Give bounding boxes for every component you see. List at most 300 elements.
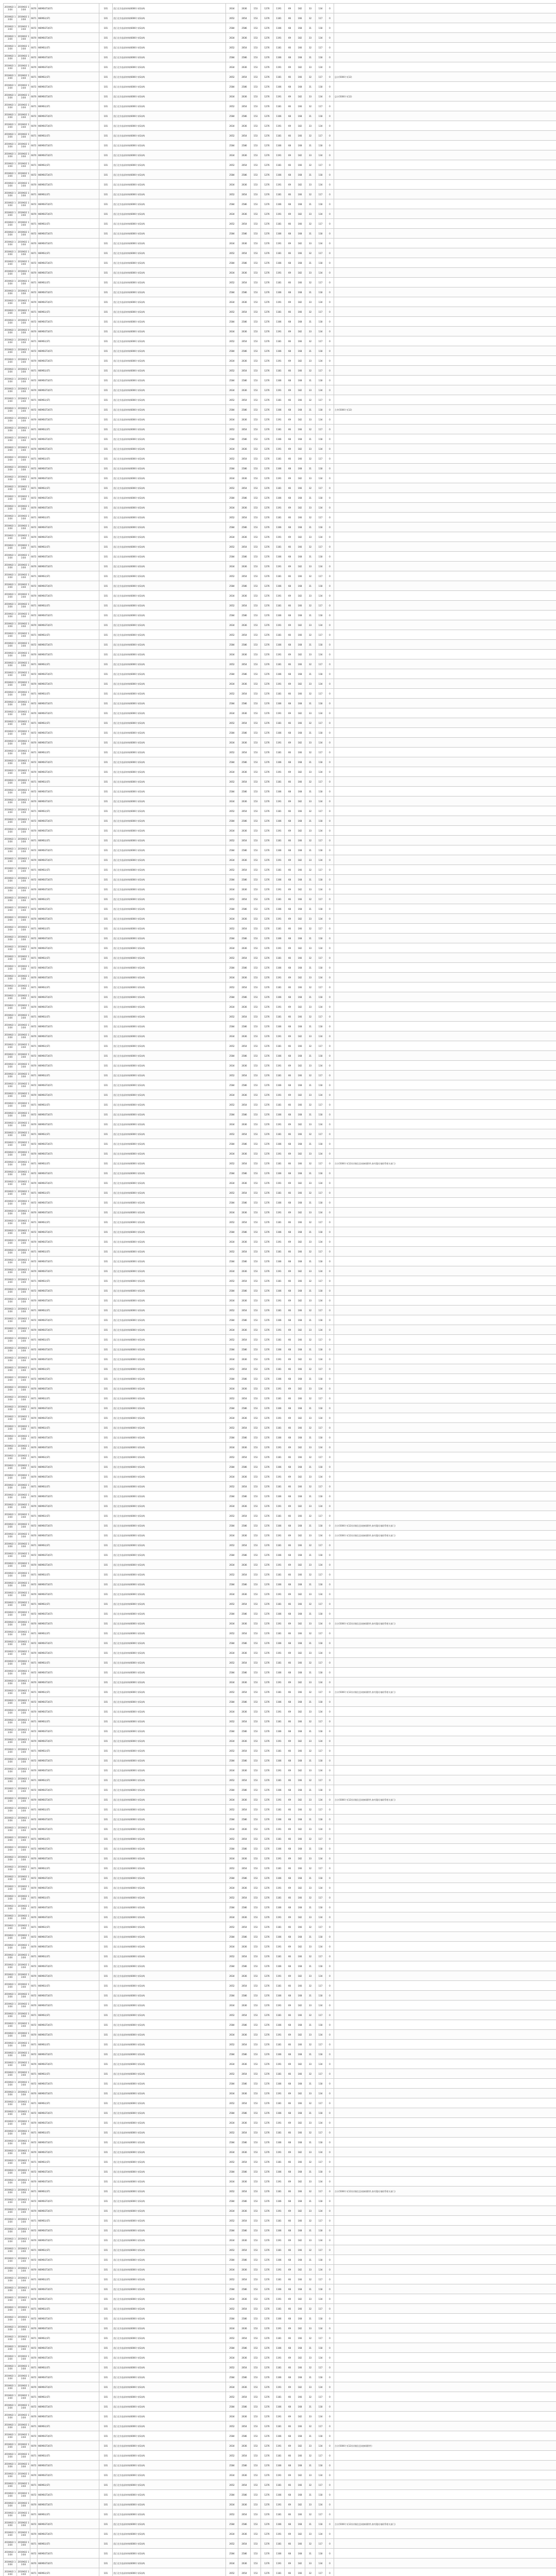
table-cell: 0	[326, 630, 334, 640]
table-cell: 166	[295, 1482, 305, 1492]
table-cell: 168	[295, 2167, 305, 2177]
table-cell: 101	[99, 1443, 113, 1452]
table-cell: 0	[326, 454, 334, 464]
table-cell: 153	[251, 2010, 261, 2020]
table-cell: 1276	[261, 1785, 273, 1795]
table-cell: 2019/6/2 13:04	[17, 1247, 30, 1257]
table-cell: 2019/6/2 13:04	[4, 2382, 17, 2392]
table-cell	[334, 2539, 556, 2549]
table-cell: 153	[251, 1482, 261, 1492]
table-cell: 2636	[238, 796, 251, 806]
table-cell: 32	[305, 483, 316, 493]
table-cell: WEMSST3(ST)	[38, 268, 99, 278]
table-cell: 1276	[261, 1257, 273, 1266]
table-cell: 101	[99, 2069, 113, 2079]
table-cell: 101	[99, 444, 113, 454]
table-cell: 1276	[261, 2255, 273, 2265]
table-cell: 153	[251, 1932, 261, 1942]
table-cell: 68	[285, 934, 295, 943]
table-cell: 118	[316, 376, 326, 385]
table-cell: 66	[285, 1717, 295, 1726]
table-cell: 166	[295, 1071, 305, 1080]
table-cell: 美汇化学品原材料(6000个)(G)(A)	[113, 1687, 226, 1697]
table-cell: 1191	[273, 2529, 285, 2539]
table-cell: 2636	[238, 2470, 251, 2480]
table-cell: 168	[295, 82, 305, 92]
table-cell: 101	[99, 1756, 113, 1766]
table-cell: 33	[305, 1090, 316, 1100]
table-cell: 101	[99, 1452, 113, 1462]
table-cell: 2019/6/2 13:04	[17, 1834, 30, 1844]
table-cell: 美汇化学品原材料(6000个)(G)(A)	[113, 1893, 226, 1903]
table-cell: 0	[326, 268, 334, 278]
table-cell: 2019/6/2 13:04	[17, 1952, 30, 1961]
table-cell: 153	[251, 601, 261, 611]
table-cell: 153	[251, 1766, 261, 1775]
table-cell: 2019/6/2 13:04	[4, 1873, 17, 1883]
table-cell: 2654	[238, 659, 251, 669]
table-cell: 2634	[226, 92, 238, 101]
table-cell: 31	[305, 1756, 316, 1766]
table-row	[4, 513, 556, 522]
table-cell: 1181	[273, 2069, 285, 2079]
table-cell: 166	[295, 2216, 305, 2226]
table-cell: 合计(5000个)(12)(详细信息请参阅附件,如有疑问请联系相关部门)	[334, 2187, 556, 2196]
table-cell: 2019/6/2 13:04	[17, 219, 30, 229]
table-cell: 2652	[226, 1276, 238, 1286]
table-cell	[334, 2402, 556, 2412]
table-cell: WEMS1(ST)	[38, 278, 99, 287]
table-cell: 0	[326, 1893, 334, 1903]
table-cell: WEMSST3(ST)	[38, 2206, 99, 2216]
table-cell: 1276	[261, 1697, 273, 1707]
table-cell: 2652	[226, 1570, 238, 1580]
table-cell: 168	[295, 170, 305, 180]
table-cell	[334, 894, 556, 904]
table-cell: 美汇化学品原材料(6000个)(G)(A)	[113, 121, 226, 131]
table-cell: 2019/6/2 13:04	[4, 836, 17, 845]
table-cell: 1191	[273, 796, 285, 806]
table-cell: 2019/6/2 13:04	[4, 2451, 17, 2461]
table-row	[4, 1648, 556, 1658]
table-cell: 2019/6/2 13:04	[4, 454, 17, 464]
table-cell: 2586	[238, 2461, 251, 2470]
table-cell: 117	[316, 2451, 326, 2461]
table-cell: 153	[251, 1022, 261, 1031]
table-cell: 153	[251, 1805, 261, 1815]
table-cell: 2654	[238, 2187, 251, 2196]
table-cell: 6070	[30, 1090, 38, 1100]
table-cell: 101	[99, 1766, 113, 1775]
table-cell: 101	[99, 1834, 113, 1844]
table-row	[4, 1521, 556, 1531]
table-row	[4, 199, 556, 209]
table-cell: 2019/6/2 13:04	[4, 1208, 17, 1217]
table-cell: 69	[285, 2294, 295, 2304]
table-cell: 31	[305, 1345, 316, 1354]
table-cell: 166	[295, 483, 305, 493]
table-cell: 0	[326, 885, 334, 894]
table-cell: 2636	[238, 2558, 251, 2568]
table-cell: 美汇化学品原材料(6000个)(G)(A)	[113, 1012, 226, 1022]
table-cell: 2019/6/2 13:04	[17, 2206, 30, 2216]
table-cell: 101	[99, 542, 113, 552]
table-cell: 2652	[226, 1012, 238, 1022]
table-row	[4, 1746, 556, 1756]
table-cell: 2019/6/2 13:04	[4, 2001, 17, 2010]
table-cell: 69	[285, 2470, 295, 2480]
table-cell: 101	[99, 1335, 113, 1345]
table-cell: 68	[285, 1991, 295, 2001]
table-cell: 2652	[226, 777, 238, 787]
table-cell: 31	[305, 2372, 316, 2382]
table-cell: 182	[295, 1325, 305, 1335]
table-cell: 69	[285, 473, 295, 483]
table-cell: 2584	[226, 1668, 238, 1677]
table-cell: 2634	[226, 1413, 238, 1423]
table-cell: 1166	[273, 1550, 285, 1560]
table-cell: 美汇化学品原材料(6000个)(G)(A)	[113, 2069, 226, 2079]
table-cell: 182	[295, 92, 305, 101]
table-cell: 32	[305, 278, 316, 287]
table-cell: WEMS1(ST)	[38, 571, 99, 581]
table-cell: 0	[326, 1844, 334, 1854]
table-cell: 1181	[273, 630, 285, 640]
table-cell: 1276	[261, 2089, 273, 2098]
table-cell: 2019/6/2 13:04	[17, 336, 30, 346]
table-cell: 2019/6/2 13:04	[4, 2539, 17, 2549]
table-cell: 166	[295, 601, 305, 611]
table-cell: 1276	[261, 1854, 273, 1863]
table-cell: 2584	[226, 1257, 238, 1266]
table-cell: 2584	[226, 141, 238, 150]
table-cell: 美汇化学品原材料(6000个)(G)(A)	[113, 2235, 226, 2245]
table-cell: 0	[326, 806, 334, 816]
table-cell: 101	[99, 2353, 113, 2363]
table-cell: 66	[285, 513, 295, 522]
table-cell: 2586	[238, 1844, 251, 1854]
table-cell: 101	[99, 1031, 113, 1041]
table-cell: 117	[316, 1306, 326, 1315]
table-cell: 32	[305, 924, 316, 934]
table-cell: 2584	[226, 934, 238, 943]
table-cell: 2636	[238, 1589, 251, 1599]
table-cell: 2634	[226, 268, 238, 278]
table-cell: 1276	[261, 2372, 273, 2382]
table-cell: 2586	[238, 1521, 251, 1531]
table-cell: 31	[305, 1697, 316, 1707]
table-cell: 0	[326, 2001, 334, 2010]
table-cell: 0	[326, 2480, 334, 2490]
table-cell: 2019/6/2 13:04	[4, 2314, 17, 2324]
table-cell: WEMSST3(ST)	[38, 934, 99, 943]
table-cell: 182	[295, 1531, 305, 1540]
table-cell: 69	[285, 532, 295, 542]
table-cell: 101	[99, 2167, 113, 2177]
table-cell	[334, 2421, 556, 2431]
table-cell: 182	[295, 1443, 305, 1452]
table-cell: 1276	[261, 1325, 273, 1335]
table-cell: 1181	[273, 1863, 285, 1873]
table-cell: 1276	[261, 72, 273, 82]
table-cell: 153	[251, 943, 261, 953]
table-cell: 31	[305, 1110, 316, 1120]
table-cell: 101	[99, 2441, 113, 2451]
table-cell: 2019/6/2 13:04	[17, 2333, 30, 2343]
table-cell: 66	[285, 101, 295, 111]
table-cell: 33	[305, 180, 316, 190]
table-cell: 0	[326, 366, 334, 376]
table-cell: 101	[99, 1345, 113, 1354]
table-cell: 66	[285, 982, 295, 992]
table-cell: 美汇化学品原材料(6000个)(G)(A)	[113, 581, 226, 591]
table-cell: 118	[316, 1961, 326, 1971]
table-cell: 2652	[226, 1335, 238, 1345]
table-cell: WEMSST3(ST)	[38, 1090, 99, 1100]
table-cell	[334, 2568, 556, 2576]
table-cell: 2584	[226, 1227, 238, 1237]
table-cell: 2652	[226, 336, 238, 346]
table-cell: 117	[316, 2568, 326, 2576]
table-cell: 2652	[226, 2157, 238, 2167]
table-cell: 美汇化学品原材料(6000个)(G)(A)	[113, 777, 226, 787]
table-cell: 2586	[238, 1961, 251, 1971]
table-cell: 2586	[238, 1227, 251, 1237]
table-cell: 2019/6/2 13:04	[17, 23, 30, 33]
table-cell: 2586	[238, 2049, 251, 2059]
table-cell: 68	[285, 1051, 295, 1061]
table-cell: 118	[316, 1697, 326, 1707]
table-cell: 33	[305, 1824, 316, 1834]
table-cell: 182	[295, 2382, 305, 2392]
table-cell: 101	[99, 2147, 113, 2157]
table-cell: 2652	[226, 718, 238, 728]
table-cell: 2019/6/2 13:04	[17, 1492, 30, 1501]
table-cell: 166	[295, 1247, 305, 1257]
table-cell: WEMS1(ST)	[38, 630, 99, 640]
table-cell: 101	[99, 53, 113, 62]
table-cell	[334, 287, 556, 297]
table-cell: WEMS1(ST)	[38, 1247, 99, 1257]
table-cell: 1276	[261, 258, 273, 268]
table-cell: 美汇化学品原材料(6000个)(G)(A)	[113, 1110, 226, 1120]
table-cell: 101	[99, 2108, 113, 2118]
table-cell	[334, 1217, 556, 1227]
table-cell: 32	[305, 1306, 316, 1315]
table-cell: 0	[326, 2402, 334, 2412]
table-cell: 2634	[226, 1795, 238, 1805]
table-cell: 32	[305, 1071, 316, 1080]
table-cell: 117	[316, 160, 326, 170]
table-cell: 1276	[261, 2324, 273, 2333]
table-cell: WEMSST3(ST)	[38, 1991, 99, 2001]
table-cell: WEMSST3(ST)	[38, 914, 99, 924]
table-cell: 2019/6/2 13:04	[17, 914, 30, 924]
table-cell: WEMSST3(ST)	[38, 1756, 99, 1766]
table-row	[4, 2235, 556, 2245]
table-cell	[334, 454, 556, 464]
table-cell: 美汇化学品原材料(6000个)(G)(A)	[113, 2549, 226, 2558]
table-row	[4, 943, 556, 953]
table-cell: 33	[305, 1501, 316, 1511]
table-cell: 166	[295, 1306, 305, 1315]
table-cell: 68	[285, 2226, 295, 2235]
table-cell: 118	[316, 934, 326, 943]
table-cell: 0	[326, 1932, 334, 1942]
table-row	[4, 1403, 556, 1413]
table-cell: 117	[316, 1452, 326, 1462]
table-cell: 168	[295, 434, 305, 444]
table-cell: 2636	[238, 150, 251, 160]
table-cell: 2636	[238, 2382, 251, 2392]
table-cell: 2019/6/2 13:04	[17, 199, 30, 209]
table-cell: 33	[305, 1971, 316, 1981]
table-cell: 2019/6/2 13:04	[17, 1168, 30, 1178]
table-cell: 2019/6/2 13:04	[17, 738, 30, 748]
table-cell: WEMSST3(ST)	[38, 1531, 99, 1540]
table-cell: 2019/6/2 13:04	[4, 1511, 17, 1521]
table-cell: 118	[316, 1815, 326, 1824]
table-cell: 6070	[30, 885, 38, 894]
table-cell: 31	[305, 2549, 316, 2558]
table-cell: 2019/6/2 13:04	[17, 2245, 30, 2255]
table-cell: 2654	[238, 1834, 251, 1844]
table-cell: 0	[326, 1022, 334, 1031]
table-cell: 33	[305, 1942, 316, 1952]
table-cell: 101	[99, 2461, 113, 2470]
table-cell: 182	[295, 2235, 305, 2245]
table-cell: 0	[326, 953, 334, 963]
table-cell	[334, 483, 556, 493]
table-cell: 31	[305, 552, 316, 562]
table-cell: 6072	[30, 287, 38, 297]
table-cell: 6071	[30, 219, 38, 229]
table-cell: 美汇化学品原材料(6000个)(G)(A)	[113, 2020, 226, 2030]
table-cell: 6071	[30, 924, 38, 934]
table-cell: 117	[316, 1570, 326, 1580]
table-cell: 1276	[261, 1296, 273, 1306]
table-cell: 2584	[226, 2549, 238, 2558]
table-cell: 66	[285, 2363, 295, 2372]
table-body	[4, 4, 556, 2576]
table-cell: 182	[295, 1237, 305, 1247]
table-cell: 101	[99, 1090, 113, 1100]
table-cell: 0	[326, 1629, 334, 1638]
table-cell: 0	[326, 1266, 334, 1276]
table-cell: 6072	[30, 1403, 38, 1413]
table-cell: 66	[285, 1570, 295, 1580]
table-cell: 101	[99, 503, 113, 513]
table-cell: 2019/6/2 13:04	[4, 1149, 17, 1159]
table-cell: 2019/6/2 13:04	[17, 287, 30, 297]
table-cell: 2019/6/2 13:04	[17, 1560, 30, 1570]
table-cell	[334, 1051, 556, 1061]
table-cell: 1276	[261, 1942, 273, 1952]
table-cell: 101	[99, 1423, 113, 1433]
table-cell: 2019/6/2 13:04	[17, 816, 30, 826]
table-cell: 2019/6/2 13:04	[4, 297, 17, 307]
table-cell: 2019/6/2 13:04	[17, 2304, 30, 2314]
table-cell: 1276	[261, 777, 273, 787]
table-cell: 0	[326, 1873, 334, 1883]
table-cell: 2019/6/2 13:04	[4, 816, 17, 826]
table-cell: WEMS1(ST)	[38, 1335, 99, 1345]
table-cell: 153	[251, 1795, 261, 1805]
table-cell: 0	[326, 483, 334, 493]
table-cell: 33	[305, 1354, 316, 1364]
table-cell: 2019/6/2 13:04	[4, 1815, 17, 1824]
table-cell: 2019/6/2 13:04	[17, 1687, 30, 1697]
table-cell: 2019/6/2 13:04	[17, 1306, 30, 1315]
table-cell: 1276	[261, 2402, 273, 2412]
table-cell: 101	[99, 1589, 113, 1599]
table-cell: 1276	[261, 1658, 273, 1668]
table-cell: 0	[326, 1129, 334, 1139]
table-cell: 182	[295, 2529, 305, 2539]
table-row	[4, 1775, 556, 1785]
table-row	[4, 1012, 556, 1022]
table-cell: 101	[99, 1178, 113, 1188]
table-cell: 101	[99, 2206, 113, 2216]
table-cell: 33	[305, 1472, 316, 1482]
table-cell: 66	[285, 1482, 295, 1492]
table-cell: WEMSST3(ST)	[38, 1903, 99, 1912]
table-cell: 2586	[238, 23, 251, 33]
table-cell: 134	[316, 327, 326, 336]
table-cell	[334, 170, 556, 180]
table-cell: 0	[326, 963, 334, 973]
table-cell: 32	[305, 2128, 316, 2138]
table-cell: 69	[285, 356, 295, 366]
table-cell: 美汇化学品原材料(6000个)(G)(A)	[113, 150, 226, 160]
table-cell: 1276	[261, 1795, 273, 1805]
table-cell: 2019/6/2 13:04	[4, 1276, 17, 1286]
table-cell: 6070	[30, 415, 38, 425]
table-cell	[334, 875, 556, 885]
table-cell: 117	[316, 1276, 326, 1286]
table-cell: 32	[305, 601, 316, 611]
table-cell: 2019/6/2 13:04	[4, 2079, 17, 2089]
table-cell: 1181	[273, 160, 285, 170]
table-cell	[334, 33, 556, 43]
table-cell: 2019/6/2 13:04	[17, 1824, 30, 1834]
table-cell: 6071	[30, 1100, 38, 1110]
table-cell: 66	[285, 630, 295, 640]
table-cell: 2019/6/2 13:04	[17, 963, 30, 973]
table-cell: 101	[99, 92, 113, 101]
table-cell: 69	[285, 767, 295, 777]
table-cell: 153	[251, 2245, 261, 2255]
table-cell: 33	[305, 150, 316, 160]
table-cell: 2652	[226, 601, 238, 611]
table-cell: 美汇化学品原材料(6000个)(G)(A)	[113, 787, 226, 796]
table-cell: 1166	[273, 1815, 285, 1824]
table-cell: 1276	[261, 552, 273, 562]
table-cell: 101	[99, 865, 113, 875]
table-cell: 2019/6/2 13:04	[4, 1961, 17, 1971]
table-cell: 6070	[30, 708, 38, 718]
table-cell: 101	[99, 855, 113, 865]
table-cell: 166	[295, 513, 305, 522]
table-cell: 2584	[226, 23, 238, 33]
table-cell: 153	[251, 963, 261, 973]
table-cell: 66	[285, 1159, 295, 1168]
table-cell: 1166	[273, 963, 285, 973]
table-cell	[334, 2089, 556, 2098]
table-cell: 32	[305, 307, 316, 317]
table-cell: 2634	[226, 2235, 238, 2245]
table-cell: WEMSST3(ST)	[38, 1824, 99, 1834]
